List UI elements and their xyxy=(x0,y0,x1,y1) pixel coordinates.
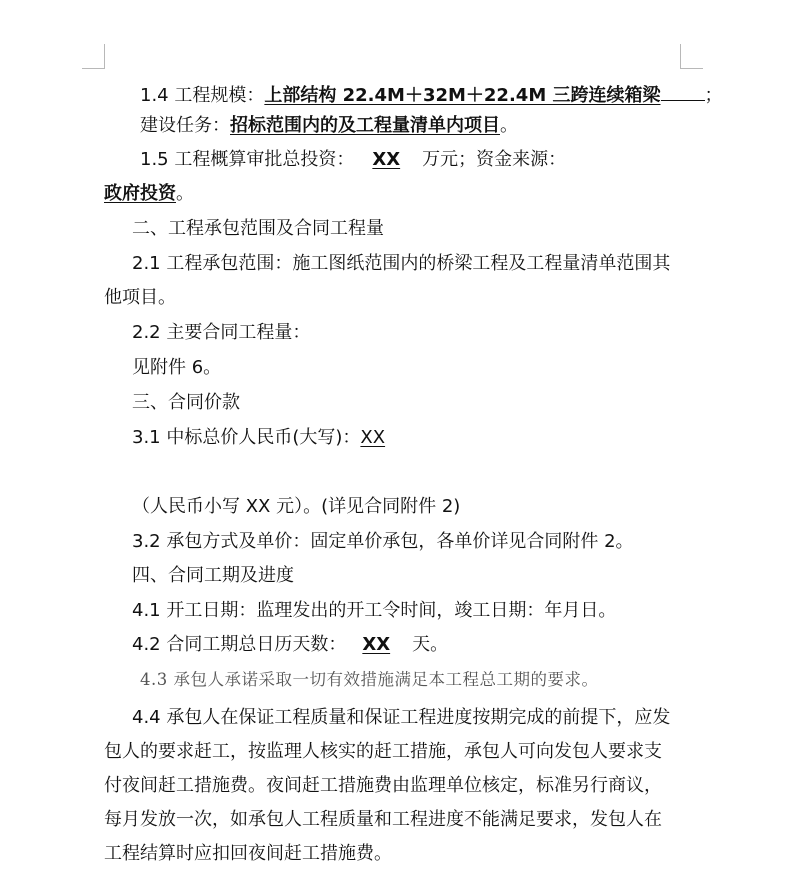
duration-days: XX xyxy=(362,634,391,655)
clause-4-2-label: 4.2 合同工期总日历天数： xyxy=(132,634,347,655)
clause-2-1-line1: 2.1 工程承包范围：施工图纸范围内的桥梁工程及工程量清单范围其 xyxy=(132,253,671,274)
task-value: 招标范围内的及工程量清单内项目 xyxy=(230,115,500,136)
clause-4-3: 4.3 承包人承诺采取一切有效措施满足本工程总工期的要求。 xyxy=(140,670,599,689)
duration-unit: 天。 xyxy=(412,634,449,655)
clause-1-4 xyxy=(104,80,723,108)
clause-1-4-label: 1.4 工程规模： xyxy=(140,85,265,106)
attachment-ref: 见附件 6。 xyxy=(132,357,222,378)
punctuation: 。 xyxy=(176,183,194,204)
clause-1-5 xyxy=(104,148,720,172)
construction-task xyxy=(104,114,720,138)
fund-source xyxy=(104,182,684,206)
fund-source-value: 政府投资 xyxy=(104,183,176,204)
clause-3-2: 3.2 承包方式及单价：固定单价承包，各单价详见合同附件 2。 xyxy=(132,531,634,552)
section-4-heading: 四、合同工期及进度 xyxy=(132,565,294,586)
clause-1-5-label: 1.5 工程概算审批总投资： xyxy=(140,149,355,170)
investment-amount: XX xyxy=(372,149,401,170)
project-scale-value: 上部结构 22.4M＋32M＋22.4M 三跨连续箱梁 xyxy=(264,85,661,106)
task-label: 建设任务： xyxy=(140,115,230,136)
punctuation: 。 xyxy=(500,115,518,136)
section-3-heading: 三、合同价款 xyxy=(132,392,240,413)
clause-4-2 xyxy=(104,633,712,657)
clause-4-4-line3: 付夜间赶工措施费。夜间赶工措施费由监理单位核定，标准另行商议， xyxy=(104,775,662,796)
investment-unit: 万元；资金来源： xyxy=(422,149,567,170)
punctuation: ； xyxy=(704,85,723,106)
clause-2-1-line2: 他项目。 xyxy=(104,287,176,308)
clause-2-2: 2.2 主要合同工程量： xyxy=(132,322,311,343)
clause-3-1-label: 3.1 中标总价人民币(大写)： xyxy=(132,427,361,448)
clause-4-4-line5: 工程结算时应扣回夜间赶工措施费。 xyxy=(104,843,392,864)
bid-price-lowercase: （人民币小写 XX 元）。(详见合同附件 2) xyxy=(132,496,461,517)
clause-3-1 xyxy=(104,426,712,450)
clause-4-4-line1: 4.4 承包人在保证工程质量和保证工程进度按期完成的前提下，应发 xyxy=(132,707,671,728)
bid-price-uppercase: XX xyxy=(360,427,386,448)
section-2-heading: 二、工程承包范围及合同工程量 xyxy=(132,218,384,239)
clause-4-4-line4: 每月发放一次，如承包人工程质量和工程进度不能满足要求，发包人在 xyxy=(104,809,662,830)
clause-4-1: 4.1 开工日期：监理发出的开工令时间，竣工日期：年月日。 xyxy=(132,600,617,621)
clause-4-4-line2: 包人的要求赶工，按监理人核实的赶工措施，承包人可向发包人要求支 xyxy=(104,741,662,762)
blank-underline xyxy=(661,80,705,101)
